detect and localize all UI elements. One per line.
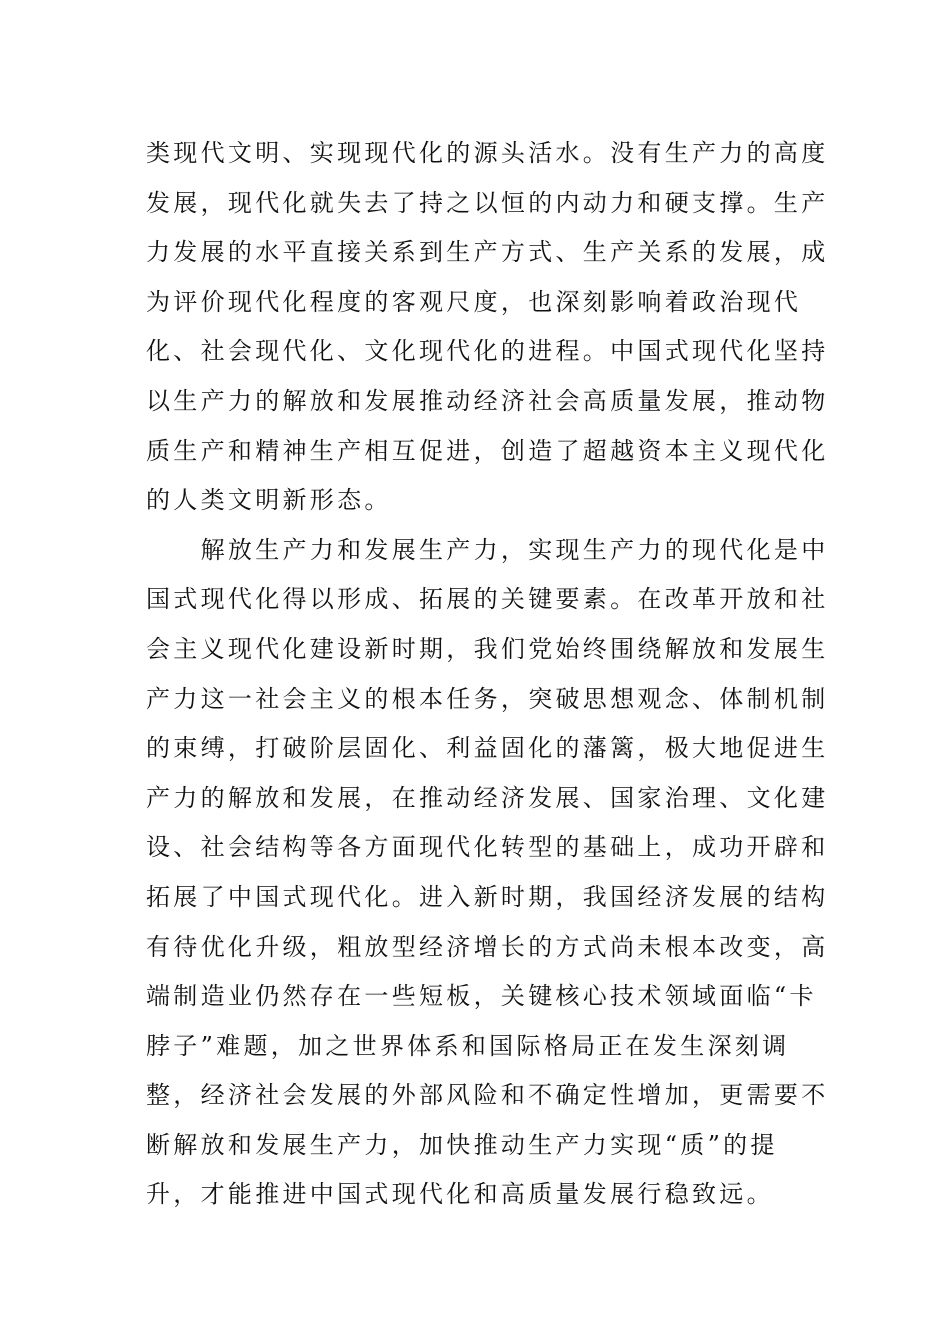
text-line: 拓展了中国式现代化。进入新时期，我国经济发展的结构 bbox=[146, 882, 829, 911]
text-line: 解放生产力和发展生产力，实现生产力的现代化是中 bbox=[146, 535, 829, 564]
text-line: 以生产力的解放和发展推动经济社会高质量发展，推动物 bbox=[146, 386, 829, 415]
text-line: 端制造业仍然存在一些短板，关键核心技术领域面临“卡 bbox=[146, 982, 817, 1011]
text-line: 有待优化升级，粗放型经济增长的方式尚未根本改变，高 bbox=[146, 932, 829, 961]
text-line: 断解放和发展生产力，加快推动生产力实现“质”的提 bbox=[146, 1130, 778, 1159]
text-line: 的人类文明新形态。 bbox=[146, 486, 392, 515]
text-line: 发展，现代化就失去了持之以恒的内动力和硬支撑。生产 bbox=[146, 188, 829, 217]
text-line: 质生产和精神生产相互促进，创造了超越资本主义现代化 bbox=[146, 436, 829, 465]
text-line: 脖子”难题，加之世界体系和国际格局正在发生深刻调 bbox=[146, 1031, 790, 1060]
paragraph-1 bbox=[146, 129, 829, 526]
text-line: 产力这一社会主义的根本任务，突破思想观念、体制机制 bbox=[146, 684, 829, 713]
text-line: 化、社会现代化、文化现代化的进程。中国式现代化坚持 bbox=[146, 337, 829, 366]
paragraph-2 bbox=[146, 526, 829, 1220]
text-line: 设、社会结构等各方面现代化转型的基础上，成功开辟和 bbox=[146, 833, 829, 862]
text-line: 类现代文明、实现现代化的源头活水。没有生产力的高度 bbox=[146, 139, 829, 167]
body-text bbox=[146, 129, 829, 1220]
text-line: 升，才能推进中国式现代化和高质量发展行稳致远。 bbox=[146, 1180, 774, 1209]
text-line: 的束缚，打破阶层固化、利益固化的藩篱，极大地促进生 bbox=[146, 734, 829, 763]
text-line: 会主义现代化建设新时期，我们党始终围绕解放和发展生 bbox=[146, 634, 829, 663]
text-line: 力发展的水平直接关系到生产方式、生产关系的发展，成 bbox=[146, 238, 829, 267]
text-line: 产力的解放和发展，在推动经济发展、国家治理、文化建 bbox=[146, 783, 829, 812]
text-line: 为评价现代化程度的客观尺度，也深刻影响着政治现代 bbox=[146, 287, 802, 316]
text-line: 国式现代化得以形成、拓展的关键要素。在改革开放和社 bbox=[146, 585, 829, 614]
text-line: 整，经济社会发展的外部风险和不确定性增加，更需要不 bbox=[146, 1081, 829, 1110]
